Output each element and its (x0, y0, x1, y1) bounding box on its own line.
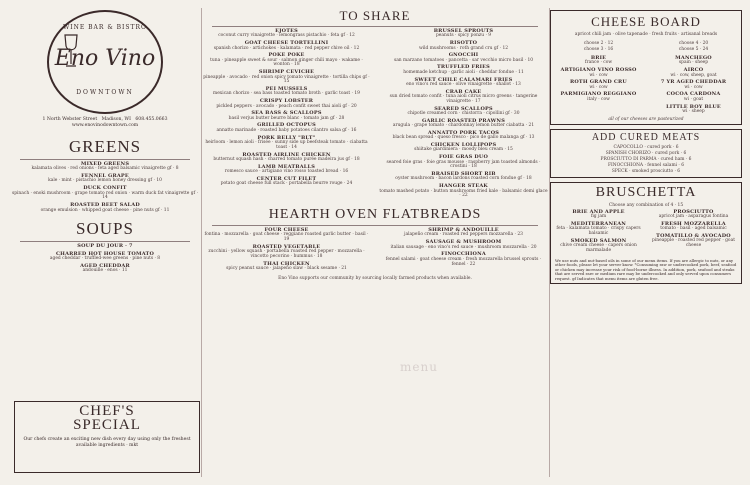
cheese-list-grid (555, 56, 737, 117)
cheese-item (650, 105, 737, 115)
menu-item-desc: spanish chorizo · artichokes · kalamata · red pepper chive oil · 12 (213, 45, 360, 51)
greens-item (10, 186, 200, 201)
cheese-board-subtitle: apricot chili jam · olive tapenade · fresh fruits · artisanal breads (574, 32, 718, 37)
menu-item-desc: wi · sheep (682, 108, 705, 114)
cured-meat-item: SPECK · smoked prosciutto · 6 (611, 168, 681, 174)
flatbread-item (379, 252, 548, 267)
soups-item (10, 244, 200, 249)
menu-item-desc: arugula · grape tomato · chardonnay lemon butter ciabatta · 21 (392, 123, 535, 129)
menu-item-desc: fontina · mozzarella · goat cheese · reggiano roasted garlic butter · basil · 19 (204, 232, 369, 243)
flatbreads-divider (212, 225, 538, 226)
menu-item-name: LAMB MEATBALLS (257, 163, 316, 170)
to-share-item (379, 29, 548, 39)
menu-item-desc: oyster mushroom · bacon lardons roasted corn fondue gf · 18 (395, 176, 532, 182)
left-column (10, 6, 200, 479)
soups-item (10, 252, 200, 262)
bruschetta-item (650, 222, 737, 232)
menu-item-desc: chive cream cheese · capers onion marmalade (560, 243, 637, 253)
bruschetta-item (555, 222, 642, 237)
greens-item (10, 174, 200, 184)
menu-item-name: CRAB CAKE (445, 88, 482, 95)
cheese-item (650, 56, 737, 66)
menu-item-desc: aged cheddar · truffled-wee greens · pine nuts · 8 (49, 256, 161, 262)
menu-item-name: SOUP DU JOUR · 7 (77, 243, 133, 250)
menu-item-desc: wi · cow (589, 84, 608, 90)
menu-item-desc: wi · cow (684, 84, 703, 90)
soups-item (10, 264, 200, 274)
menu-item-desc: heirloom · lemon aioli · frisée · sunny side up beefsteak tomato · ciabatta toast · 14 (205, 140, 368, 150)
bruschetta-item (555, 239, 642, 254)
greens-item (10, 162, 200, 172)
menu-item-name: FENNEL GRAPE (81, 173, 129, 180)
greens-title: GREENS (68, 136, 142, 156)
bruschetta-subtitle: Choose any combination of 4 · 15 (608, 202, 684, 208)
menu-item-desc: fig jam (590, 214, 607, 220)
menu-item-desc: feta · kalamata tomato · crispy capers balsamic (556, 226, 641, 236)
flatbread-item (379, 228, 548, 238)
menu-item-desc: tomato mashed potato · button mushrooms fried kale · balsamic demi glace · 22 (379, 188, 548, 199)
menu-item-name: ANNATTO PORK TACOS (427, 129, 500, 136)
menu-item-name: FOUR CHEESE (264, 227, 309, 234)
logo-downtown-text: DOWNTOWN (76, 89, 134, 96)
menu-item-name: RISOTTO (449, 40, 478, 47)
to-share-left-list (202, 29, 371, 201)
cured-meat-item: SPANISH CHORIZO · cured pork · 6 (605, 150, 687, 156)
menu-item-name: AIRCO (683, 67, 704, 74)
menu-item-name: CHARRED HOT HOUSE TOMATO (55, 250, 155, 257)
menu-item-name: LITTLE BOY BLUE (666, 103, 721, 110)
menu-item-desc: san marzano tomatoes · pancetta · sar vecchio micro basil · 10 (393, 57, 534, 63)
chefs-special-desc: Our chefs create an exciting new dish every day using only the freshest available ingredients · mkt (23, 436, 191, 448)
cheese-choose-option: choose 2 · 12 (583, 41, 614, 46)
address-city: Madison, WI (101, 117, 131, 122)
soups-divider (20, 241, 190, 242)
flatbread-item (379, 240, 548, 250)
cured-meat-item: CAPOCOLLO · cured pork · 6 (613, 144, 679, 150)
menu-item-name: PROSCIUTTO (673, 208, 714, 215)
menu-item-desc: italian sausage · eno vino's red sauce · mushroom mozzarella · 20 (390, 244, 537, 250)
menu-item-name: 7 YR AGED CHEDDAR (660, 79, 727, 86)
menu-item-name: CRISPY LOBSTER (259, 98, 314, 105)
menu-item-desc: france · cow (584, 60, 613, 66)
menu-item-desc: annatto marinade · roasted baby potatoes cilantro salsa gf · 16 (216, 127, 357, 133)
menu-item-name: MEDITERRANEAN (570, 220, 627, 227)
menu-item-name: POKE POKE (268, 52, 305, 59)
cheese-choose-option: choose 5 · 24 (678, 47, 709, 52)
bruschetta-item (555, 210, 642, 220)
flatbread-item (202, 228, 371, 243)
menu-item-desc: spain · sheep (678, 60, 709, 66)
menu-item-name: CENTER CUT FILET (256, 175, 317, 182)
menu-item-name: FINOCCHIONA (441, 251, 486, 258)
menu-item-desc: orange emulsion · whipped goat cheese · pine nuts gf · 11 (40, 207, 170, 213)
to-share-item (379, 41, 548, 51)
cheese-item (555, 68, 642, 78)
menu-item-desc: homemade ketchup · garlic aioli · cheddar fondue · 11 (403, 69, 524, 75)
logo-wine-bar-text: WINE BAR & BISTRO (63, 24, 147, 31)
cheese-choose-option: choose 4 · 20 (678, 41, 709, 46)
to-share-item (379, 155, 548, 170)
to-share-item (379, 78, 548, 88)
menu-item-name: AGED CHEDDAR (80, 262, 130, 269)
greens-list (10, 162, 200, 213)
to-share-item (379, 119, 548, 129)
watermark-text: menu (400, 360, 438, 374)
cured-meats-list (555, 145, 737, 174)
menu-item-name: PORK BELLY "BLT" (257, 134, 316, 141)
to-share-item (202, 99, 371, 109)
menu-item-name: ROASTED BEET SALAD (70, 202, 140, 209)
menu-item-name: BRIE AND APPLE (572, 208, 625, 215)
cheese-choose-left (555, 40, 642, 53)
to-share-item (379, 143, 548, 153)
menu-item-desc: wi · cow (589, 72, 608, 78)
menu-item-name: ARTIGIANO VINO ROSSO (560, 67, 637, 74)
allergy-footnote: We use nuts and nut-based oils in some of our menu items. If you are allergic to nuts, or any other foods, please let your server know. *Consuming raw or undercooked pork, beef, seafood or chicken may increase your risk of food-borne illness. In addition, pork, seafood and steaks that are served rare or medium rare may be undercooked and only served upon consumers request. gf Indicates that menu items are gluten free. (555, 257, 737, 281)
flatbreads-right-list (379, 228, 548, 274)
eno-vino-logo (47, 10, 163, 114)
cheese-item (650, 92, 737, 102)
menu-item-name: SEA BASS & SCALLOPS (251, 110, 322, 117)
flatbreads-footer: Eno Vino supports our community by sourcing locally farmed products when available. (278, 276, 472, 281)
right-column (550, 6, 742, 479)
greens-item (10, 203, 200, 213)
to-share-item (379, 90, 548, 105)
menu-item-name: BRAISED SHORT RIB (431, 171, 496, 178)
menu-item-name: FOIE GRAS DUO (438, 154, 489, 161)
menu-item-name: PEI MUSSELS (265, 86, 308, 93)
menu-item-name: GOAT CHEESE TORTELLINI (244, 40, 329, 47)
menu-item-desc: seared foie gras · foie gras mousse · raspberry jam toasted almonds · crostini · 18 (386, 159, 541, 170)
flatbreads-grid (202, 228, 548, 274)
to-share-item (202, 53, 371, 68)
menu-item-name: BRIE (590, 55, 607, 61)
bruschetta-box (550, 182, 742, 285)
menu-item-name: SHRIMP & ANDOUILLE (428, 227, 499, 234)
flatbreads-title: HEARTH OVEN FLATBREADS (268, 207, 482, 223)
to-share-item (379, 107, 548, 117)
menu-item-name: TOMATILLO & AVOCADO (656, 232, 731, 239)
cheese-board-box (550, 10, 742, 125)
to-share-item (202, 136, 371, 151)
menu-item-desc: pineapple · roasted red pepper · goat cheese (652, 238, 735, 249)
greens-divider (20, 159, 190, 160)
menu-item-name: ROASTED VEGETABLE (252, 243, 321, 250)
to-share-item (202, 123, 371, 133)
menu-item-desc: spinach · enoki mushroom · grape tomato red onion · warm duck fat vinaigrette gf · 14 (11, 190, 199, 201)
to-share-item (202, 87, 371, 97)
menu-item-desc: pineapple · avocado · red onion spicy tomato vinaigrette · tortilla chips gf · 15 (203, 74, 370, 85)
menu-item-desc: mexican chorizo · sea bass toasted tomato broth · garlic toast · 19 (213, 91, 360, 97)
menu-item-desc: pickled peppers · avocado · peach confit sweet thai aioli gf · 20 (216, 103, 357, 109)
to-share-item (379, 53, 548, 63)
menu-item-name: BRUSSEL SPROUTS (433, 28, 494, 34)
to-share-item (202, 70, 371, 85)
cheese-choose-option: choose 3 · 16 (583, 47, 614, 52)
to-share-item (202, 177, 371, 187)
cheese-item (650, 68, 737, 78)
menu-item-desc: tuna · pineapple sweet & sour · salmon ginger chili mayo · wakame · wonton · 18 (210, 57, 363, 68)
menu-item-name: GRILLED OCTOPUS (257, 122, 316, 129)
menu-item-name: EJOTES (275, 28, 298, 34)
to-share-item (379, 172, 548, 182)
to-share-item (379, 65, 548, 75)
menu-item-name: ROTH GRAND CRU (570, 79, 627, 86)
address-block (10, 117, 200, 129)
middle-column (202, 6, 548, 479)
menu-item-name: SEARED SCALLOPS (434, 105, 493, 112)
to-share-title: TO SHARE (339, 8, 411, 23)
menu-item-name: FRESH MOZZARELLA (661, 220, 726, 227)
menu-item-desc: eno vino's red sauce · olive vinaigrette · shallot · 13 (406, 81, 521, 87)
cheese-choose-right (650, 40, 737, 53)
to-share-right-list (379, 29, 548, 201)
menu-item-name: COCOA CARDONA (666, 91, 721, 98)
to-share-grid (202, 29, 548, 201)
menu-item-desc: wi · cow, sheep, goat (670, 72, 717, 78)
menu-item-desc: basil verjus butter beurre blanc · tomato jam gf · 28 (228, 115, 345, 121)
to-share-item (202, 111, 371, 121)
bruschetta-title: BRUSCHETTA (595, 184, 697, 200)
menu-item-name: SWEET CHILE CALAMARI FRIES (414, 76, 513, 83)
menu-item-name: MANCHEGO (675, 55, 712, 61)
cheese-board-note: all of our cheeses are pasteurized (608, 116, 684, 122)
soups-title: SOUPS (76, 219, 134, 239)
cheese-list-left (555, 56, 642, 117)
menu-item-name: HANGER STEAK (439, 183, 488, 190)
to-share-item (202, 29, 371, 39)
cheese-item (555, 56, 642, 66)
menu-item-desc: kale · mint · pistachio lemon honey dressing gf · 10 (48, 178, 162, 184)
bruschetta-item (650, 210, 737, 220)
cured-meats-title: ADD CURED MEATS (591, 131, 701, 143)
to-share-divider (212, 26, 538, 27)
cheese-choose-grid (555, 40, 737, 53)
to-share-item (379, 131, 548, 141)
logo-main-text: Eno Vino (54, 46, 156, 71)
menu-item-desc: potato goat cheese full stack · portabella beurre rouge · 24 (220, 181, 353, 187)
cured-meat-item: FINOCCHIONA · fennel salami · 6 (607, 162, 685, 168)
menu-item-name: DUCK CONFIT (83, 185, 127, 192)
cheese-item (555, 92, 642, 102)
menu-item-desc: tomato · basil · aged balsamic (660, 226, 727, 232)
menu-item-desc: jalapeño cream · roasted red peppers mozzarella · 23 (404, 232, 523, 238)
menu-item-name: SAUSAGE & MUSHROOM (425, 239, 502, 246)
address-street: 1 North Webster Street (42, 117, 98, 122)
menu-item-name: ROASTED AIRLINE CHICKEN (242, 151, 331, 158)
menu-item-desc: coconut curry vinaigrette · lemongrass pistachio · feta gf · 12 (218, 33, 355, 39)
menu-item-name: SMOKED SALMON (570, 237, 627, 244)
menu-item-desc: butternut squash hash · charred tomato purée madeira jus gf · 18 (213, 156, 360, 162)
phone-number: 608.455.0663 (135, 117, 168, 122)
menu-item-name: TRUFFLED FRIES (436, 64, 490, 71)
cheese-list-right (650, 56, 737, 117)
cheese-item (555, 80, 642, 90)
menu-item-name: MIXED GREENS (80, 160, 130, 167)
menu-item-name: GARLIC ROASTED PRAWNS (421, 117, 506, 124)
chefs-special-title2: SPECIAL (73, 417, 141, 434)
menu-item-desc: shiitake giardiniera · moody bleu cream · 15 (414, 147, 513, 153)
flatbread-item (202, 262, 371, 272)
menu-item-name: PARMIGIANO REGGIANO (560, 91, 637, 98)
menu-item-desc: sun dried tomato confit · tuna aioli citrus micro greens · tangerine vinaigrette · 17 (389, 94, 538, 104)
to-share-item (202, 153, 371, 163)
menu-item-desc: fennel salami · goat cheese cream · fresh mozzarella brussel sprouts · fennel · 22 (385, 256, 542, 267)
flatbread-item (202, 245, 371, 260)
chefs-special-box (14, 401, 200, 473)
menu-item-desc: andouille · enos · 11 (82, 268, 128, 274)
menu-item-desc: zucchini · yellow squash · portabella roasted red pepper · mozzarella · vincotto pecorino · hummus · 18 (208, 249, 365, 260)
bruschetta-item (650, 234, 737, 249)
bruschetta-right-list (650, 210, 737, 256)
menu-item-desc: apricot jam · asparagus fontina (658, 214, 729, 220)
bruschetta-grid (555, 210, 737, 256)
menu-item-desc: kalamata olives · red onions · feta aged balsamic vinaigrette gf · 8 (31, 166, 179, 172)
website-link[interactable]: www.enovinodowntown.com (71, 122, 139, 128)
menu-item-name: SHRIMP CEVICHE (258, 69, 315, 76)
cured-meat-item: PROSCIUTTO DI PARMA · cured ham · 6 (600, 156, 692, 162)
menu-item-desc: wi · goat (683, 96, 704, 102)
to-share-item (202, 165, 371, 175)
menu-item-desc: romesco sauce · artigiano vino rosso toasted bread · 16 (224, 169, 349, 175)
cured-meats-box (550, 129, 742, 178)
menu-item-name: CHICKEN LOLLIPOPS (430, 142, 497, 149)
to-share-item (379, 184, 548, 199)
to-share-item (202, 41, 371, 51)
menu-item-desc: spicy peanut sauce · jalapeño slaw · black sesame · 21 (226, 266, 347, 272)
menu-item-name: THAI CHICKEN (263, 260, 310, 267)
menu-item-desc: wild mushrooms · roth grand cru gf · 12 (418, 45, 509, 51)
soups-list (10, 244, 200, 274)
menu-item-desc: italy · cow (587, 96, 610, 102)
cheese-board-title: CHEESE BOARD (591, 14, 701, 29)
chefs-special-title1: CHEF'S (79, 403, 135, 419)
cheese-item (650, 80, 737, 90)
bruschetta-left-list (555, 210, 642, 256)
menu-item-desc: chipotle creamed corn · chistorra · cipollini gf · 30 (407, 110, 520, 116)
flatbreads-left-list (202, 228, 371, 274)
menu-item-desc: black bean spread · queso fresco · pico de gallo malanga gf · 13 (392, 135, 535, 141)
menu-item-name: GNOCCHI (448, 52, 479, 59)
menu-item-desc: peanuts · spicy ponzu · 9 (435, 33, 492, 39)
